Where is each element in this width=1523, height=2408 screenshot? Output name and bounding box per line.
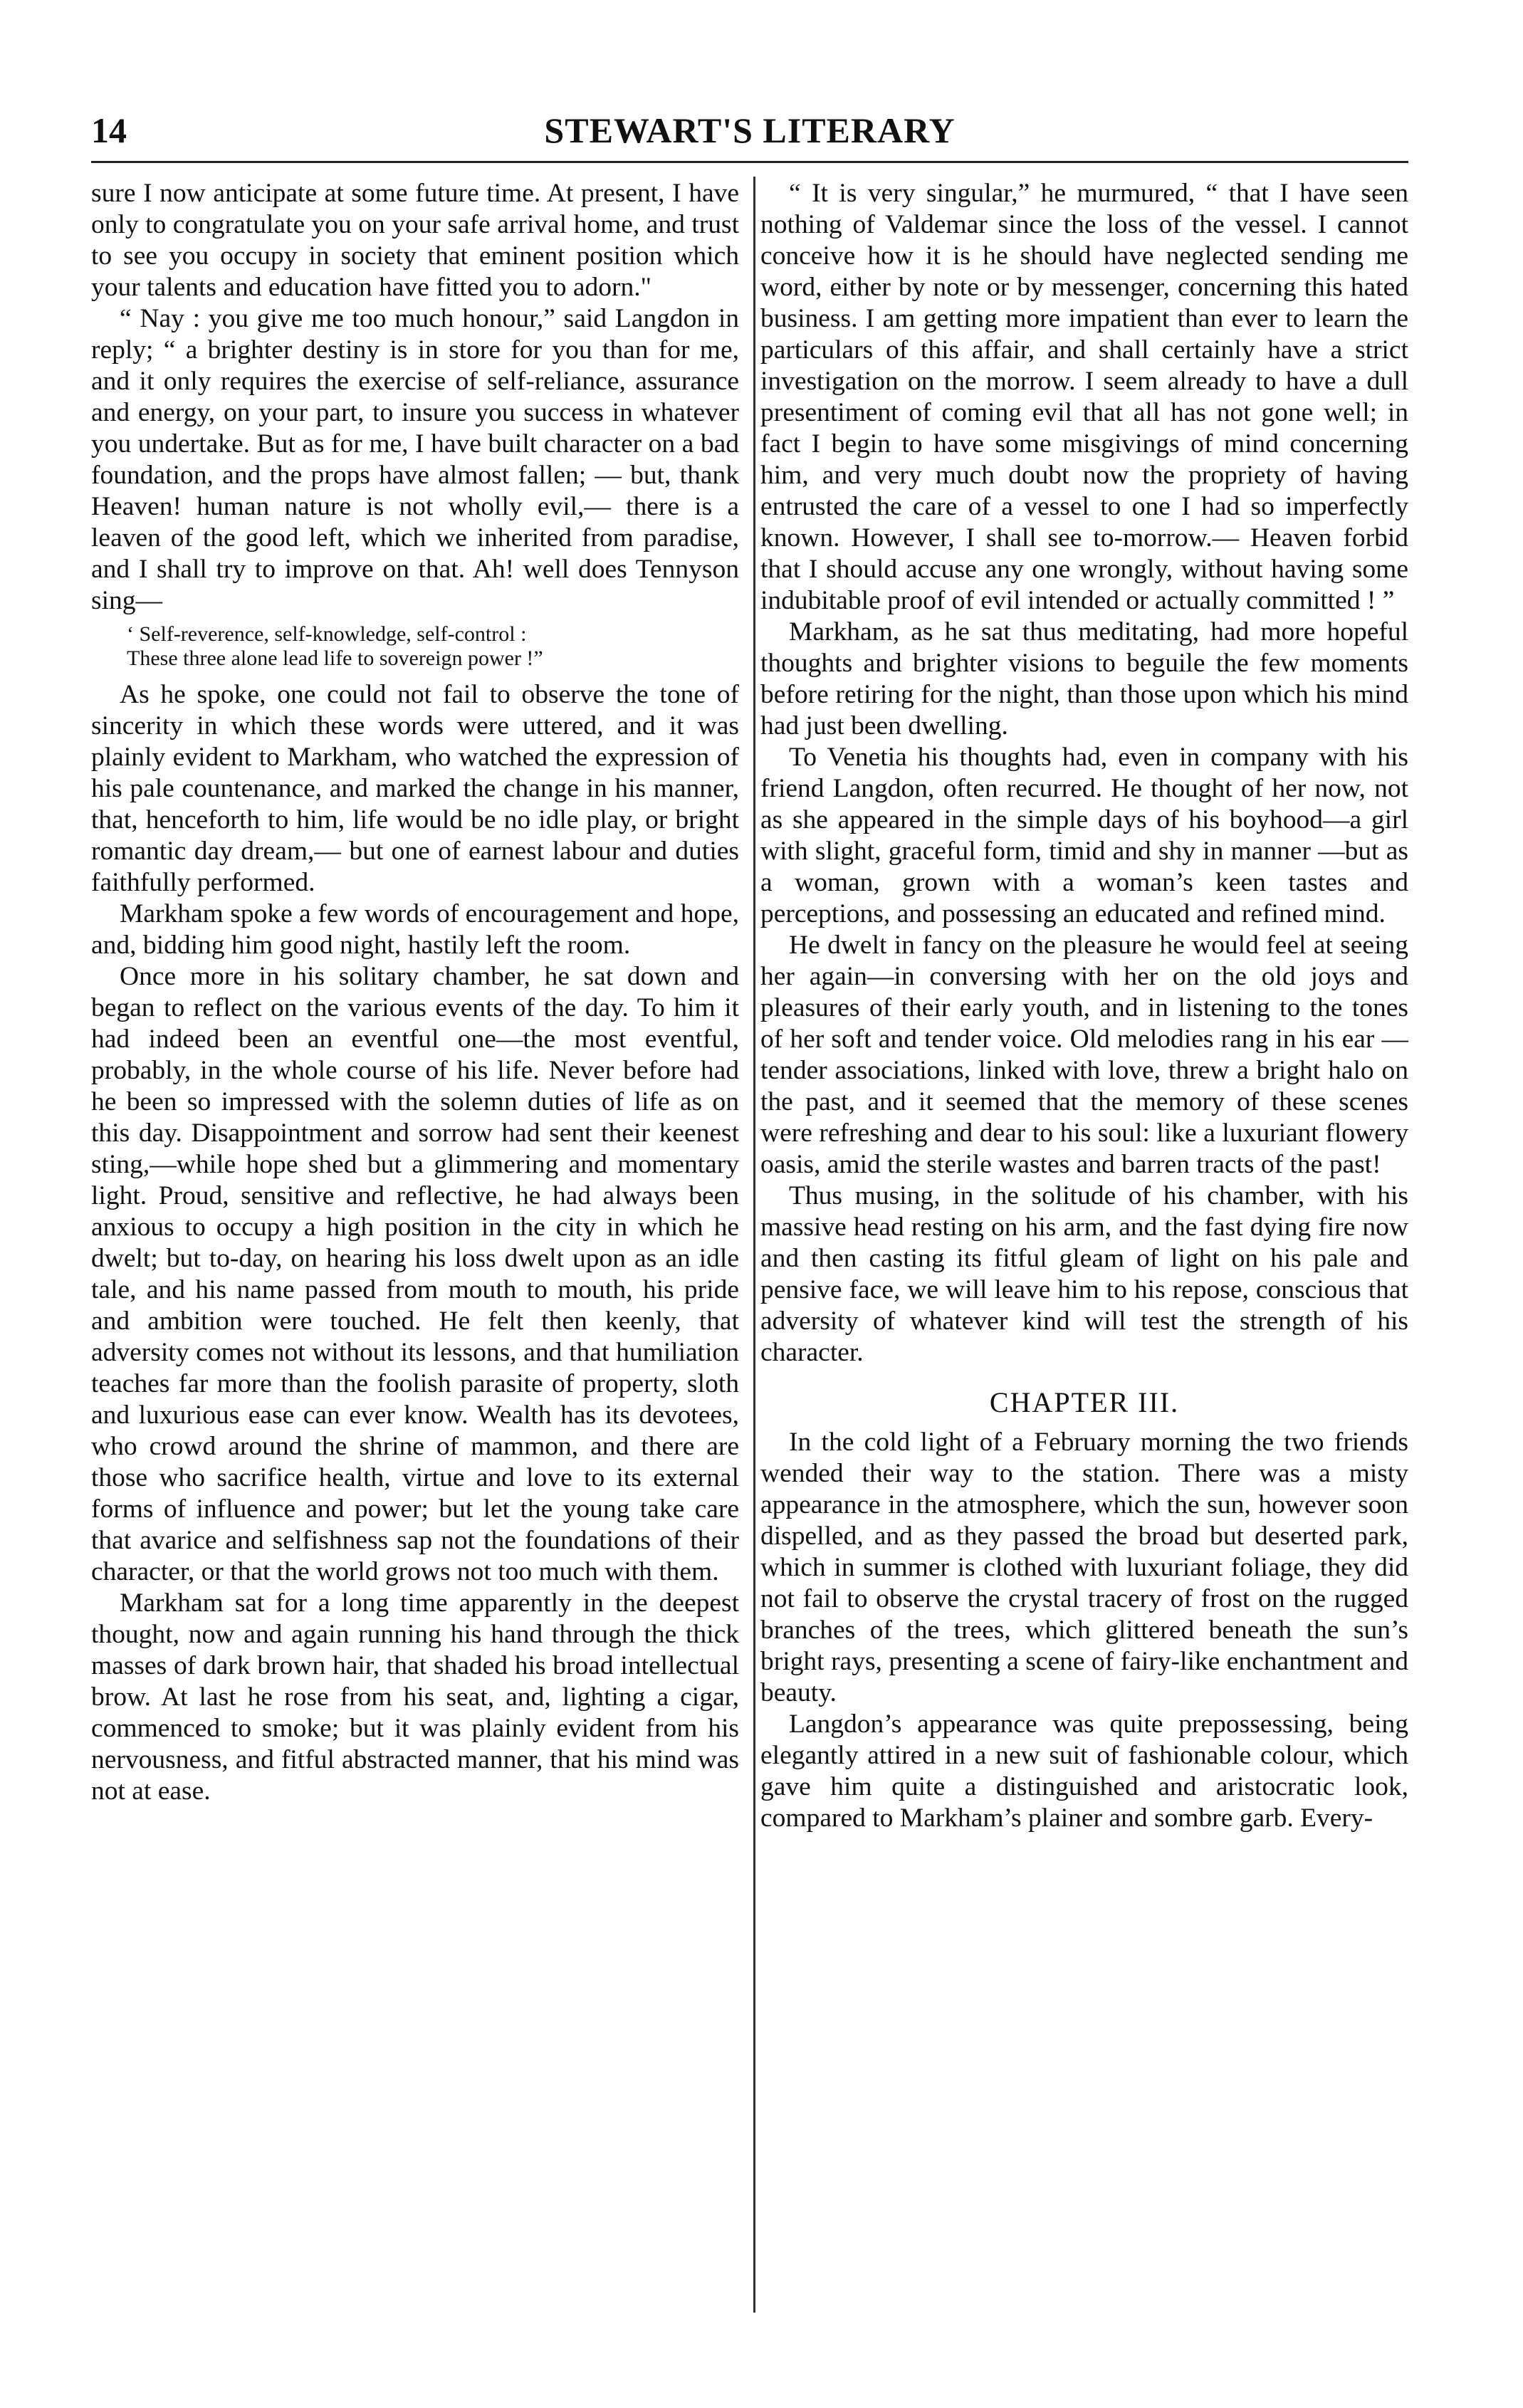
paragraph: To Venetia his thoughts had, even in company with his friend Langdon, often recurred. He thought of her now, not as she appeared in the simple days of his boyhood—a girl with slight, graceful form, timid and shy in manner —but as a woman, grown with a woman’s keen tastes and perceptions, and possessing an educated and refined mind. [760,743,1408,928]
page-number: 14 [91,110,127,150]
running-title: STEWART'S LITERARY [544,110,956,150]
paragraph: Markham sat for a long time apparently in the deepest thought, now and again running his hand through the thick masses of dark brown hair, that shaded his broad intellectual brow. At last he rose from his seat, and, lighting a cigar, commenced to smoke; but it was plainly evident from his nervousness, and fitful abstracted manner, that his mind was not at ease. [91,1588,739,1806]
left-column [91,178,739,2314]
poem-line: These three alone lead life to sovereign power !” [127,647,543,670]
header-rule [91,161,1408,163]
paragraph: Markham spoke a few words of encouragement and hope, and, bidding him good night, hastily left the room. [91,899,739,960]
chapter-heading: CHAPTER III. [989,1386,1180,1418]
poem-line: ‘ Self-reverence, self-knowledge, self-control : [127,622,527,646]
paragraph: “ Nay : you give me too much honour,” said Langdon in reply; “ a brighter destiny is in store for you than for me, and it only requires the exercise of self-reliance, assurance and energy, on your part, to insure you success in whatever you undertake. But as for me, I have built character on a bad foundation, and the props have almost fallen; — but, thank Heaven! human nature is not wholly evil,— there is a leaven of the good left, which we inherited from paradise, and I shall try to improve on that. Ah! well does Tennyson sing— [91,304,739,615]
paragraph: As he spoke, one could not fail to observe the tone of sincerity in which these words were uttered, and it was plainly evident to Markham, who watched the expression of his pale countenance, and marked the change in his manner, that, henceforth to him, life would be no idle play, or bright romantic day dream,— but one of earnest labour and duties faithfully performed. [91,680,739,897]
paragraph: In the cold light of a February morning the two friends wended their way to the station. There was a misty appearance in the atmosphere, which the sun, however soon dispelled, and as they passed the broad but deserted park, which in summer is clothed with luxuriant foliage, they did not fail to observe the crystal tracery of frost on the rugged branches of the trees, which glittered beneath the sun’s bright rays, presenting a scene of fairy-like enchantment and beauty. [760,1428,1408,1707]
paragraph: He dwelt in fancy on the pleasure he would feel at seeing her again—in conversing with her on the old joys and pleasures of their early youth, and in listening to the tones of her soft and tender voice. Old melodies rang in his ear — tender associations, linked with love, threw a bright halo on the past, and it seemed that the memory of these scenes were refreshing and dear to his soul: like a luxuriant flowery oasis, amid the sterile wastes and barren tracts of the past! [760,931,1408,1179]
paragraph: Once more in his solitary chamber, he sat down and began to reflect on the various events of the day. To him it had indeed been an eventful one—the most eventful, probably, in the whole course of his life. Never before had he been so impressed with the solemn duties of life as on this day. Disappointment and sorrow had sent their keenest sting,—while hope shed but a glimmering and momentary light. Proud, sensitive and reflective, he had always been anxious to occupy a high position in the city in which he dwelt; but to-day, on hearing his loss dwelt upon as an idle tale, and his name passed from mouth to mouth, his pride and ambition were touched. He felt then keenly, that adversity comes not without its lessons, and that humiliation teaches far more than the foolish parasite of property, sloth and luxurious ease can ever know. Wealth has its devotees, who crowd around the shrine of mammon, and there are those who sacrifice health, virtue and love to its external forms of influence and power; but let the young take care that avarice and selfishness sap not the foundations of their character, or that the world grows not too much with them. [91,962,739,1586]
page-header [91,105,1408,155]
paragraph: sure I now anticipate at some future time. At present, I have only to congratulate you on your safe arrival home, and trust to see you occupy in society that eminent position which your talents and education have fitted you to adorn." [91,179,739,302]
paragraph: “ It is very singular,” he murmured, “ that I have seen nothing of Valdemar since the loss of the vessel. I cannot conceive how it is he should have neglected sending me word, either by note or by messenger, concerning this hated business. I am getting more impatient than ever to learn the particulars of this affair, and shall certainly have a strict investigation on the morrow. I seem already to have a dull presentiment of coming evil that all has not gone well; in fact I begin to have some misgivings of mind concerning him, and very much doubt now the propriety of having entrusted the care of a vessel to one I had so imperfectly known. However, I shall see to-morrow.— Heaven forbid that I should accuse any one wrongly, without having some indubitable proof of evil intended or actually committed ! ” [760,179,1408,615]
poem-quote [127,622,739,671]
column-divider [753,177,755,2313]
paragraph: Thus musing, in the solitude of his chamber, with his massive head resting on his arm, and the fast dying fire now and then casting its fitful gleam of light on his pale and pensive face, we will leave him to his repose, conscious that adversity of whatever kind will test the strength of his character. [760,1181,1408,1367]
paragraph: Langdon’s appearance was quite prepossessing, being elegantly attired in a new suit of fashionable colour, which gave him quite a distinguished and aristocratic look, compared to Markham’s plainer and sombre garb. Every- [760,1710,1408,1833]
right-column [760,178,1408,2314]
paragraph: Markham, as he sat thus meditating, had more hopeful thoughts and brighter visions to beguile the few moments before retiring for the night, than those upon which his mind had just been dwelling. [760,617,1408,740]
